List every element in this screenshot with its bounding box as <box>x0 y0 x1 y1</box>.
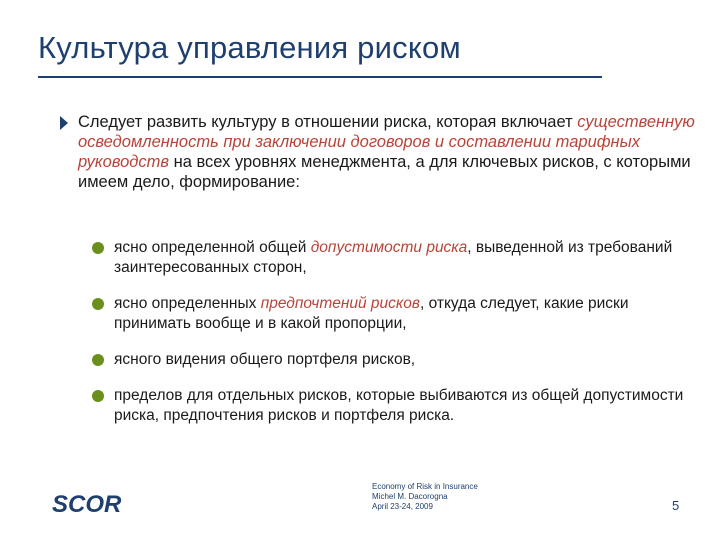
scor-logo <box>52 490 142 516</box>
arrow-bullet-icon <box>60 116 68 130</box>
bullet-item-risk-preferences <box>92 294 692 334</box>
title-underline <box>38 76 602 78</box>
bullet-text: , выведенной из требований заинтересованных сторон, <box>114 239 673 276</box>
bullet-dot-icon <box>92 390 104 402</box>
intro-text-end: на всех уровнях менеджмента, а для ключевых рисков, с которыми имеем дело, формирование: <box>78 153 691 191</box>
bullet-dot-icon <box>92 298 104 310</box>
bullet-text: ясно определенной общей <box>114 239 311 256</box>
footer-presentation-title: Economy of Risk in Insurance <box>372 482 478 491</box>
bullet-dot-icon <box>92 354 104 366</box>
bullet-emphasis: предпочтений рисков <box>260 295 420 312</box>
slide-title: Культура управления риском <box>38 30 461 65</box>
footer-author: Michel M. Dacorogna <box>372 492 448 501</box>
footer-date: April 23-24, 2009 <box>372 502 433 511</box>
intro-text-start: Следует развить культуру в отношении риска, которая включает <box>78 113 578 131</box>
footer-info <box>372 482 478 512</box>
scor-logo-text: SCOR <box>52 491 122 516</box>
bullet-dot-icon <box>92 242 104 254</box>
bullet-text: пределов для отдельных рисков, которые выбиваются из общей допустимости риска, предпочтения рисков и портфеля риска. <box>114 387 684 424</box>
intro-emphasis: существенную осведомленность при заключении договоров и составлении тарифных руководств <box>78 113 695 171</box>
intro-paragraph <box>78 112 698 192</box>
bullet-item-limits <box>92 386 692 426</box>
bullet-text: ясного видения общего портфеля рисков, <box>114 351 416 368</box>
bullet-text: ясно определенных <box>114 295 261 312</box>
page-number: 5 <box>672 498 680 513</box>
bullet-item-risk-tolerance <box>92 238 692 278</box>
bullet-item-portfolio <box>92 350 692 370</box>
bullet-emphasis: допустимости риска <box>310 239 468 256</box>
bullet-text: , откуда следует, какие риски принимать вообще и в какой пропорции, <box>114 295 629 332</box>
